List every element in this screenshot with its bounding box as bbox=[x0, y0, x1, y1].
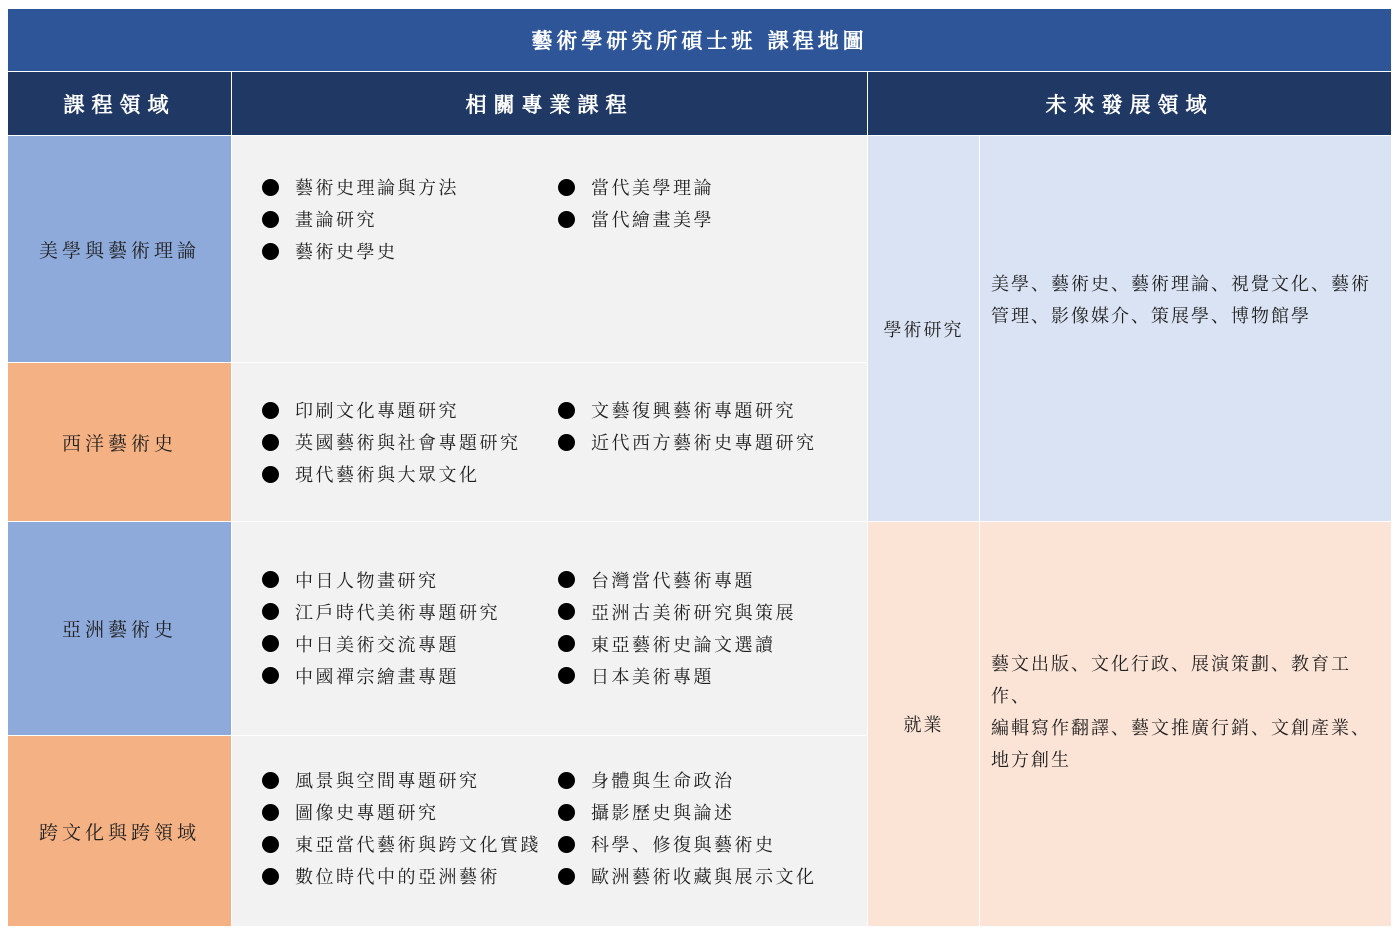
bullet-icon bbox=[558, 772, 575, 789]
bullet-icon bbox=[262, 635, 279, 652]
bullet-icon bbox=[262, 836, 279, 853]
course-item: 圖像史專題研究 bbox=[262, 796, 558, 828]
bullet-icon bbox=[558, 836, 575, 853]
courses-western bbox=[232, 363, 868, 522]
course-item: 中日人物畫研究 bbox=[262, 564, 558, 596]
bullet-icon bbox=[558, 804, 575, 821]
course-item: 印刷文化專題研究 bbox=[262, 394, 558, 426]
bullet-icon bbox=[558, 571, 575, 588]
course-item: 身體與生命政治 bbox=[558, 764, 858, 796]
bullet-icon bbox=[558, 868, 575, 885]
course-item: 東亞藝術史論文選讀 bbox=[558, 628, 858, 660]
header-future: 未來發展領域 bbox=[868, 72, 1392, 136]
bullet-icon bbox=[262, 603, 279, 620]
course-item: 江戶時代美術專題研究 bbox=[262, 596, 558, 628]
future-career-label: 就業 bbox=[868, 522, 980, 927]
course-item: 亞洲古美術研究與策展 bbox=[558, 596, 858, 628]
course-item: 數位時代中的亞洲藝術 bbox=[262, 860, 558, 892]
bullet-icon bbox=[262, 434, 279, 451]
bullet-icon bbox=[262, 211, 279, 228]
course-map bbox=[7, 8, 1391, 926]
course-item: 當代繪畫美學 bbox=[558, 203, 858, 235]
area-western: 西洋藝術史 bbox=[8, 363, 232, 522]
bullet-icon bbox=[558, 402, 575, 419]
course-item: 科學、修復與藝術史 bbox=[558, 828, 858, 860]
bullet-icon bbox=[558, 603, 575, 620]
course-item: 英國藝術與社會專題研究 bbox=[262, 426, 558, 458]
course-item: 藝術史理論與方法 bbox=[262, 171, 558, 203]
courses-crosscultural bbox=[232, 736, 868, 927]
course-item: 中國禪宗繪畫專題 bbox=[262, 660, 558, 692]
future-career-desc: 藝文出版、文化行政、展演策劃、教育工作、 編輯寫作翻譯、藝文推廣行銷、文創產業、 地方創生 bbox=[980, 522, 1392, 927]
bullet-icon bbox=[558, 434, 575, 451]
area-asian: 亞洲藝術史 bbox=[8, 522, 232, 736]
bullet-icon bbox=[262, 243, 279, 260]
bullet-icon bbox=[558, 211, 575, 228]
bullet-icon bbox=[262, 179, 279, 196]
course-item: 近代西方藝術史專題研究 bbox=[558, 426, 858, 458]
area-aesthetics: 美學與藝術理論 bbox=[8, 136, 232, 363]
bullet-icon bbox=[558, 635, 575, 652]
bullet-icon bbox=[262, 804, 279, 821]
page-title: 藝術學研究所碩士班 課程地圖 bbox=[8, 9, 1392, 72]
course-item: 東亞當代藝術與跨文化實踐 bbox=[262, 828, 558, 860]
header-area: 課程領域 bbox=[8, 72, 232, 136]
future-academic-label: 學術研究 bbox=[868, 136, 980, 522]
course-item: 歐洲藝術收藏與展示文化 bbox=[558, 860, 858, 892]
course-item: 中日美術交流專題 bbox=[262, 628, 558, 660]
area-crosscultural: 跨文化與跨領域 bbox=[8, 736, 232, 927]
bullet-icon bbox=[262, 571, 279, 588]
bullet-icon bbox=[262, 772, 279, 789]
bullet-icon bbox=[558, 667, 575, 684]
bullet-icon bbox=[262, 667, 279, 684]
course-item: 藝術史學史 bbox=[262, 235, 558, 267]
future-academic-desc: 美學、藝術史、藝術理論、視覺文化、藝術 管理、影像媒介、策展學、博物館學 bbox=[980, 136, 1392, 522]
course-map-table bbox=[7, 8, 1392, 927]
bullet-icon bbox=[558, 179, 575, 196]
course-item: 攝影歷史與論述 bbox=[558, 796, 858, 828]
course-item: 日本美術專題 bbox=[558, 660, 858, 692]
bullet-icon bbox=[262, 466, 279, 483]
course-item: 風景與空間專題研究 bbox=[262, 764, 558, 796]
course-item: 文藝復興藝術專題研究 bbox=[558, 394, 858, 426]
course-item: 當代美學理論 bbox=[558, 171, 858, 203]
course-item: 畫論研究 bbox=[262, 203, 558, 235]
bullet-icon bbox=[262, 402, 279, 419]
course-item: 現代藝術與大眾文化 bbox=[262, 458, 558, 490]
courses-asian bbox=[232, 522, 868, 736]
header-courses: 相關專業課程 bbox=[232, 72, 868, 136]
bullet-icon bbox=[262, 868, 279, 885]
course-item: 台灣當代藝術專題 bbox=[558, 564, 858, 596]
courses-aesthetics bbox=[232, 136, 868, 363]
